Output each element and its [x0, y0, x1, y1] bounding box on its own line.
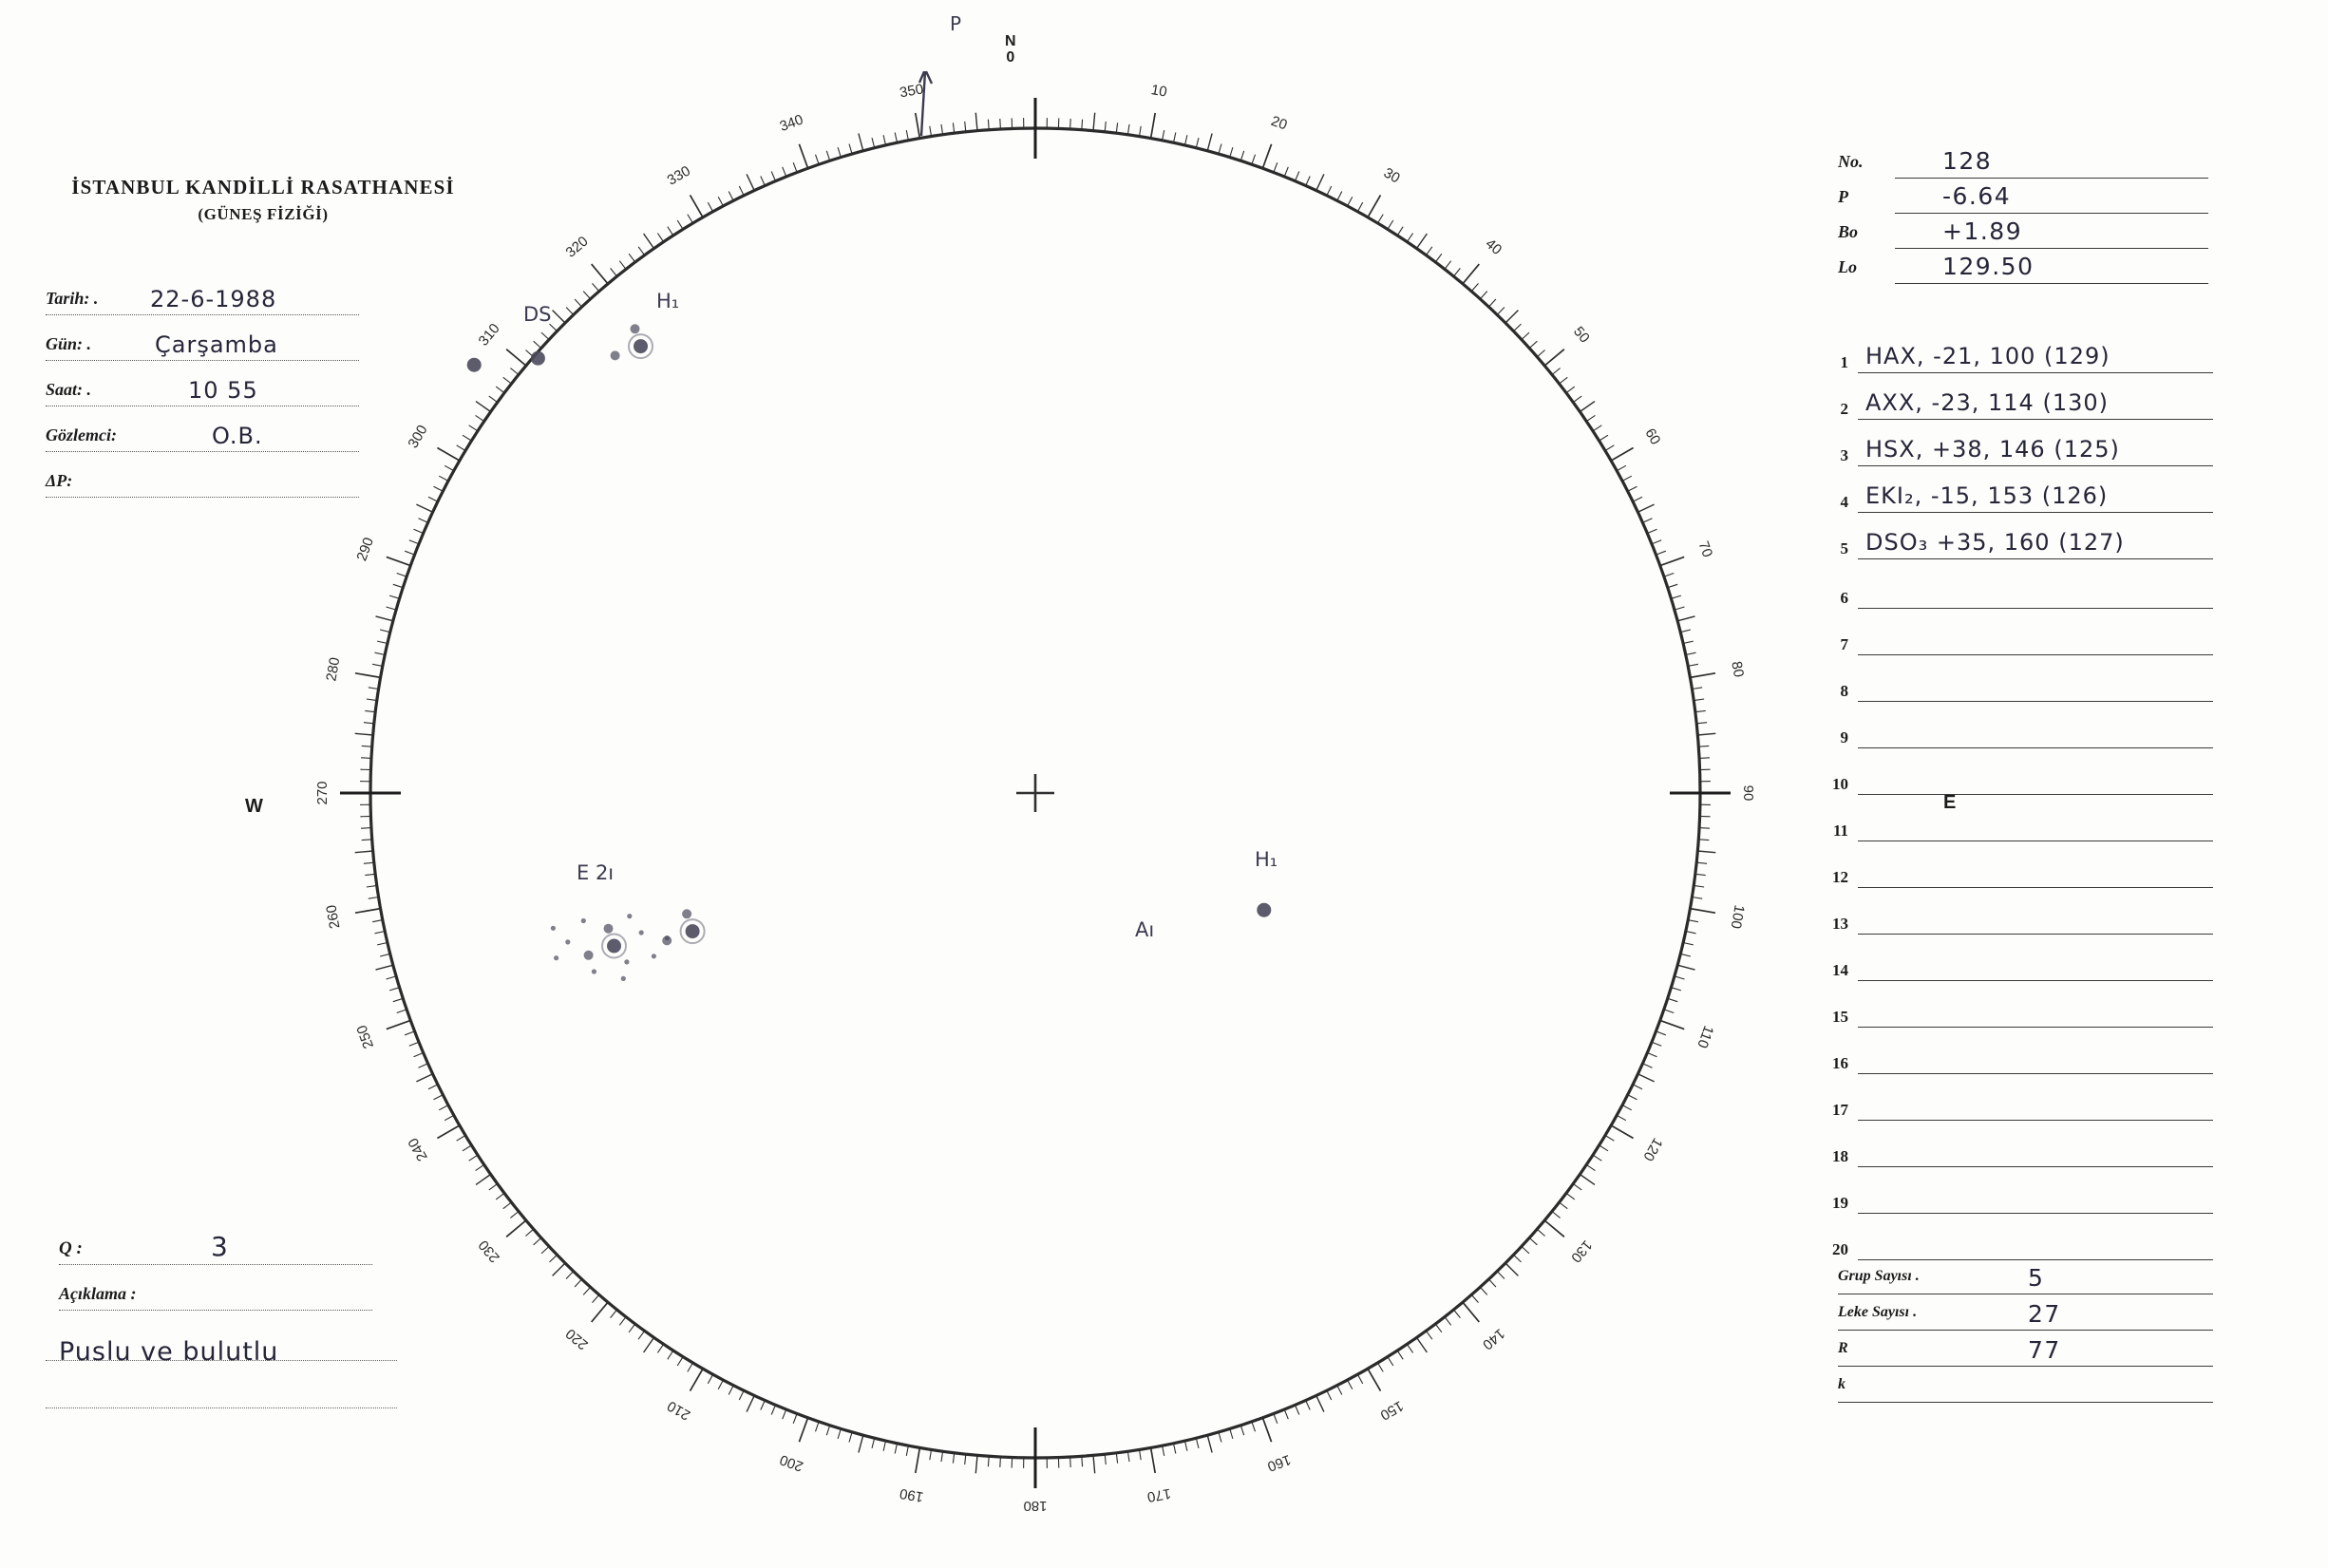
- group-row-6[interactable]: [1824, 576, 2213, 612]
- group-index-16: 16: [1832, 1054, 1848, 1072]
- disk-tick-label: 180: [1023, 1498, 1048, 1515]
- field-observer[interactable]: [46, 422, 359, 454]
- disk-annotations: [523, 290, 1278, 941]
- sunspot-annotation-label: DS: [523, 303, 552, 326]
- disk-label-west: W: [245, 796, 263, 817]
- group-small-east: [662, 909, 704, 945]
- group-index-5: 5: [1840, 539, 1848, 557]
- group-row-2[interactable]: [1824, 387, 2213, 423]
- field-delta-p[interactable]: [46, 467, 359, 500]
- group-index-13: 13: [1832, 915, 1848, 933]
- disk-tick-label: 130: [1567, 1237, 1596, 1266]
- disk-tick-label: 110: [1694, 1023, 1717, 1050]
- field-quality-label: Q :: [59, 1238, 83, 1258]
- group-text-4: EKI₂, -15, 153 (126): [1865, 482, 2109, 509]
- param-lo-label: Lo: [1838, 257, 1857, 276]
- field-day-value: Çarşamba: [155, 331, 278, 358]
- field-day-label: Gün: .: [46, 334, 92, 353]
- group-row-1[interactable]: [1824, 340, 2213, 376]
- param-no-value: 128: [1942, 147, 1993, 175]
- group-index-15: 15: [1832, 1008, 1848, 1026]
- group-index-8: 8: [1840, 682, 1848, 700]
- group-index-18: 18: [1832, 1147, 1848, 1165]
- total-spot-count-label: Leke Sayısı .: [1838, 1304, 1918, 1320]
- disk-tick-label: 320: [562, 233, 592, 261]
- param-no-label: No.: [1838, 152, 1864, 171]
- disk-tick-label: 350: [898, 81, 925, 102]
- group-text-2: AXX, -23, 114 (130): [1865, 389, 2109, 416]
- field-date[interactable]: [46, 285, 359, 317]
- field-observer-value: O.B.: [212, 423, 263, 449]
- param-lo[interactable]: [1838, 253, 2208, 287]
- param-no[interactable]: [1838, 147, 2208, 181]
- group-index-20: 20: [1832, 1240, 1848, 1258]
- group-row-20[interactable]: [1824, 1227, 2213, 1263]
- disk-tick-label: 30: [1380, 164, 1403, 187]
- disk-tick-label: 330: [664, 162, 693, 189]
- disk-label-p: P: [950, 12, 962, 35]
- disk-tick-label: 200: [777, 1451, 805, 1475]
- group-row-5[interactable]: [1824, 526, 2213, 562]
- group-text-3: HSX, +38, 146 (125): [1865, 436, 2120, 463]
- disk-label-north: N 0: [1005, 33, 1016, 66]
- group-ds: [467, 358, 482, 372]
- disk-tick-label: 140: [1479, 1325, 1508, 1353]
- disk-tick-label: 80: [1728, 660, 1747, 679]
- total-k[interactable]: [1838, 1371, 2213, 1406]
- disk-tick-label: 310: [475, 320, 503, 349]
- disk-tick-label: 90: [1740, 784, 1757, 802]
- disk-tick-label: 20: [1268, 112, 1290, 134]
- group-index-1: 1: [1840, 353, 1848, 371]
- total-group-count-label: Grup Sayısı .: [1838, 1268, 1920, 1284]
- disk-tick-label: 100: [1727, 903, 1748, 931]
- disk-tick-label: 170: [1145, 1484, 1173, 1505]
- disk-tick-label: 340: [777, 111, 805, 135]
- group-row-3[interactable]: [1824, 433, 2213, 469]
- group-text-1: HAX, -21, 100 (129): [1865, 343, 2110, 369]
- solar-disk-chart: [313, 71, 1757, 1515]
- group-row-10[interactable]: [1824, 762, 2213, 798]
- group-row-16[interactable]: [1824, 1041, 2213, 1077]
- disk-tick-label: 160: [1265, 1451, 1294, 1475]
- total-r-label: R: [1838, 1340, 1848, 1356]
- group-mid: [531, 351, 545, 366]
- group-h1-north: [611, 324, 653, 360]
- group-index-17: 17: [1832, 1101, 1848, 1119]
- disk-center-cross: [1016, 774, 1054, 812]
- total-group-count-value: 5: [2028, 1264, 2045, 1292]
- field-quality-value: 3: [211, 1231, 229, 1262]
- group-index-9: 9: [1840, 728, 1848, 746]
- disk-tick-label: 300: [405, 422, 431, 451]
- disk-tick-label: 270: [313, 781, 331, 805]
- group-index-6: 6: [1840, 589, 1848, 607]
- total-spot-count-value: 27: [2028, 1300, 2061, 1328]
- group-row-13[interactable]: [1824, 901, 2213, 937]
- group-row-7[interactable]: [1824, 622, 2213, 658]
- group-index-12: 12: [1832, 868, 1848, 886]
- group-index-10: 10: [1832, 775, 1848, 793]
- param-p[interactable]: [1838, 182, 2208, 217]
- group-row-15[interactable]: [1824, 994, 2213, 1030]
- total-spot-count[interactable]: [1838, 1299, 2213, 1333]
- field-remarks-label: Açıklama :: [59, 1284, 137, 1303]
- disk-tick-label: 50: [1570, 323, 1593, 347]
- total-r[interactable]: [1838, 1335, 2213, 1370]
- total-group-count[interactable]: [1838, 1263, 2213, 1297]
- field-remarks-value: Puslu ve bulutlu: [59, 1337, 279, 1367]
- total-r-value: 77: [2028, 1336, 2061, 1364]
- disk-label-east: E: [1943, 792, 1957, 813]
- field-time[interactable]: [46, 376, 359, 408]
- disk-tick-label: 10: [1149, 82, 1168, 101]
- disk-tick-label: 220: [562, 1325, 592, 1353]
- param-bo-label: Bo: [1838, 222, 1859, 241]
- sunspot-annotation-label: E 2ı: [577, 861, 615, 884]
- param-p-label: P: [1838, 187, 1848, 206]
- group-row-18[interactable]: [1824, 1134, 2213, 1170]
- group-index-4: 4: [1840, 493, 1848, 511]
- observatory-subtitle: (GÜNEŞ FİZİĞİ): [198, 205, 329, 223]
- field-time-label: Saat: .: [46, 380, 92, 399]
- field-time-value: 10 55: [188, 377, 258, 404]
- group-text-5: DSO₃ +35, 160 (127): [1865, 529, 2125, 556]
- group-index-19: 19: [1832, 1194, 1848, 1212]
- group-index-3: 3: [1840, 446, 1848, 464]
- field-delta-p-label: ΔP:: [46, 471, 73, 490]
- disk-tick-label: 290: [353, 535, 377, 563]
- group-index-2: 2: [1840, 400, 1848, 418]
- param-lo-value: 129.50: [1942, 253, 2035, 280]
- disk-tick-label: 240: [405, 1135, 431, 1164]
- group-row-9[interactable]: [1824, 715, 2213, 751]
- param-bo[interactable]: [1838, 217, 2208, 252]
- group-row-19[interactable]: [1824, 1181, 2213, 1217]
- param-p-value: -6.64: [1942, 182, 2012, 210]
- group-index-14: 14: [1832, 961, 1848, 979]
- disk-tick-label: 210: [664, 1397, 693, 1424]
- disk-tick-label: 230: [475, 1237, 503, 1266]
- sunspot-annotation-label: H₁: [1255, 848, 1278, 871]
- group-e21: [551, 914, 670, 981]
- group-row-14[interactable]: [1824, 948, 2213, 984]
- group-h1-south: [1257, 903, 1271, 917]
- group-row-11[interactable]: [1824, 808, 2213, 844]
- disk-tick-label: 190: [898, 1484, 925, 1505]
- observatory-title: İSTANBUL KANDİLLİ RASATHANESİ: [71, 176, 455, 198]
- disk-tick-label: 60: [1641, 425, 1664, 448]
- total-k-label: k: [1838, 1376, 1845, 1392]
- disk-tick-label: 260: [323, 903, 344, 931]
- field-date-value: 22-6-1988: [150, 286, 277, 312]
- disk-tick-label: 40: [1482, 236, 1505, 258]
- field-day[interactable]: [46, 331, 359, 363]
- group-row-4[interactable]: [1824, 480, 2213, 516]
- disk-tick-label: 150: [1377, 1397, 1407, 1424]
- param-bo-value: +1.89: [1942, 217, 2023, 245]
- group-row-8[interactable]: [1824, 669, 2213, 705]
- disk-tick-label: 280: [323, 655, 344, 683]
- field-observer-label: Gözlemci:: [46, 425, 117, 444]
- disk-tick-label: 70: [1694, 538, 1716, 560]
- group-index-7: 7: [1840, 635, 1848, 653]
- disk-tick-label: 250: [353, 1023, 377, 1051]
- field-date-label: Tarih: .: [46, 289, 99, 308]
- group-row-12[interactable]: [1824, 855, 2213, 891]
- disk-tick-label: 120: [1639, 1135, 1666, 1164]
- sunspot-annotation-label: H₁: [656, 290, 680, 312]
- sunspot-annotation-label: Aı: [1135, 918, 1155, 942]
- group-row-17[interactable]: [1824, 1087, 2213, 1124]
- group-index-11: 11: [1832, 822, 1848, 840]
